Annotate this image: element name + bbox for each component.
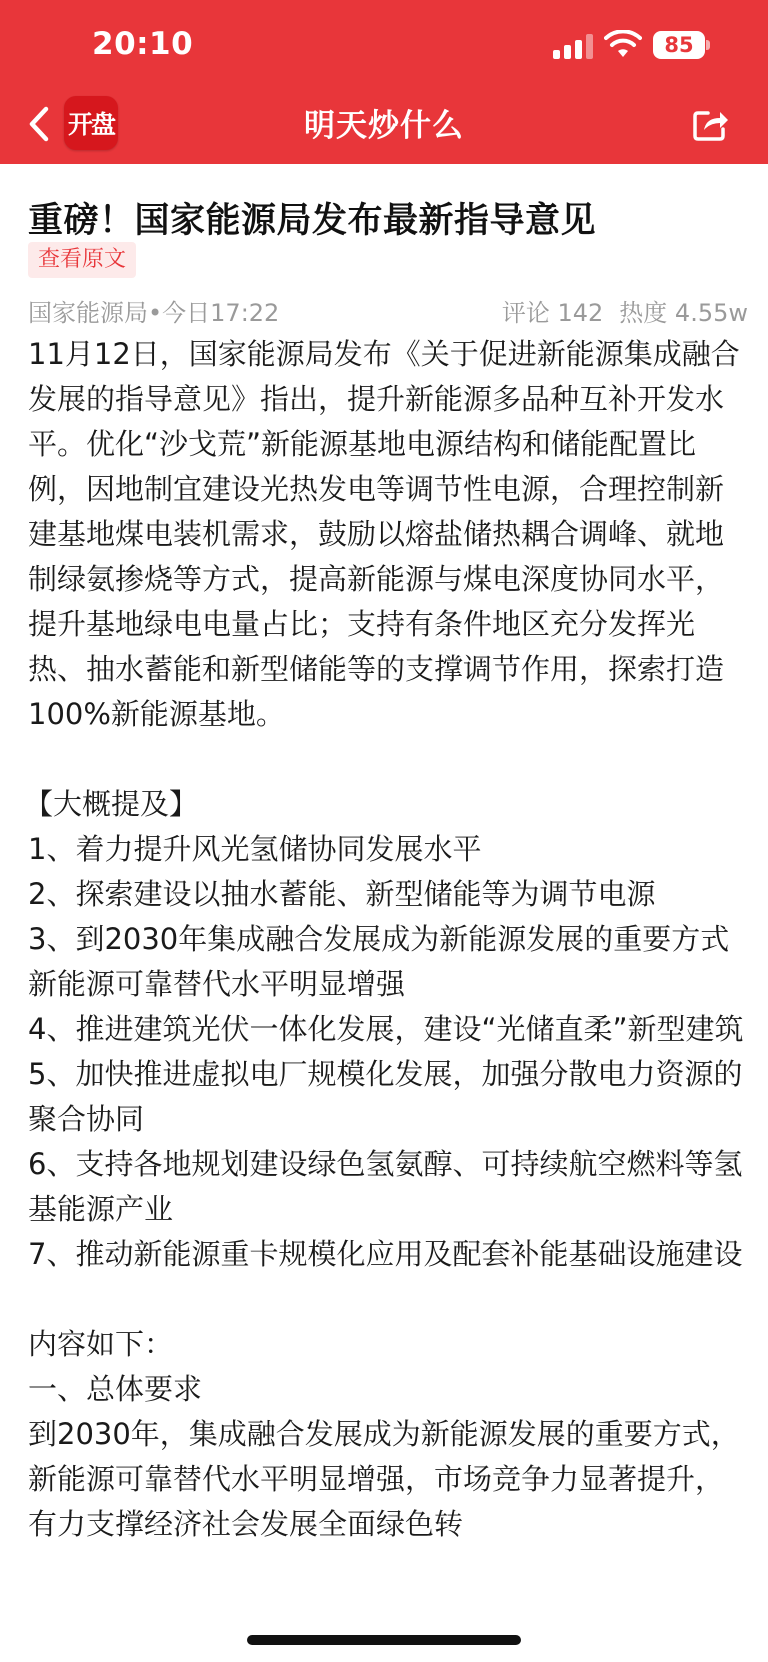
article-stats [502, 293, 748, 328]
intro-paragraph: 11月12日，国家能源局发布《关于促进新能源集成融合发展的指导意见》指出，提升新能源多品种互补开发水平。优化“沙戈荒”新能源基地电源结构和储能配置比例，因地制宜建设光热发电等调节性电源，合理控制新建基地煤电装机需求，鼓励以熔盐储热耦合调峰、就地制绿氨掺烧等方式，提高新能源与煤电深度协同水平，提升基地绿电电量占比；支持有条件地区充分发挥光热、抽水蓄能和新型储能等的支撑调节作用，探索打造100%新能源基地。 [28, 337, 740, 731]
battery-tip [706, 40, 710, 50]
article-body [24, 332, 748, 1547]
point-item: 4、推进建筑光伏一体化发展，建设“光储直柔”新型建筑 [28, 1012, 744, 1046]
share-icon[interactable] [690, 103, 730, 143]
view-original-link[interactable]: 查看原文 [28, 242, 136, 278]
status-time: 20:10 [92, 26, 194, 62]
logo-text: 开盘 [67, 110, 114, 139]
point-item: 5、加快推进虚拟电厂规模化发展，加强分散电力资源的聚合协同 [28, 1057, 743, 1136]
author-time: 国家能源局•今日17:22 [28, 299, 280, 327]
content-title: 内容如下： [28, 1327, 174, 1361]
page-title: 明天炒什么 [304, 108, 464, 144]
battery-level: 85 [664, 33, 694, 57]
article-headline: 重磅！国家能源局发布最新指导意见 [28, 201, 597, 241]
section-paragraph: 到2030年，集成融合发展成为新能源发展的重要方式，新能源可靠替代水平明显增强，市场竞争力显著提升，有力支撑经济社会发展全面绿色转 [28, 1417, 740, 1541]
wifi-icon [604, 30, 642, 60]
point-item: 3、到2030年集成融合发展成为新能源发展的重要方式 新能源可靠替代水平明显增强 [28, 922, 730, 1001]
top-bar [0, 0, 768, 164]
summary-title: 【大概提及】 [24, 787, 199, 821]
home-indicator [247, 1635, 521, 1645]
comment-count[interactable]: 评论 142 [501, 299, 604, 327]
battery-icon [653, 31, 705, 59]
section-title: 一、总体要求 [28, 1372, 203, 1406]
heat-count: 热度 4.55w [619, 299, 748, 327]
signal-icon [553, 33, 593, 59]
point-item: 1、着力提升风光氢储协同发展水平 [28, 832, 482, 866]
point-item: 2、探索建设以抽水蓄能、新型储能等为调节电源 [28, 877, 656, 911]
point-item: 6、支持各地规划建设绿色氢氨醇、可持续航空燃料等氢基能源产业 [28, 1147, 743, 1226]
point-item: 7、推动新能源重卡规模化应用及配套补能基础设施建设 [28, 1237, 743, 1271]
